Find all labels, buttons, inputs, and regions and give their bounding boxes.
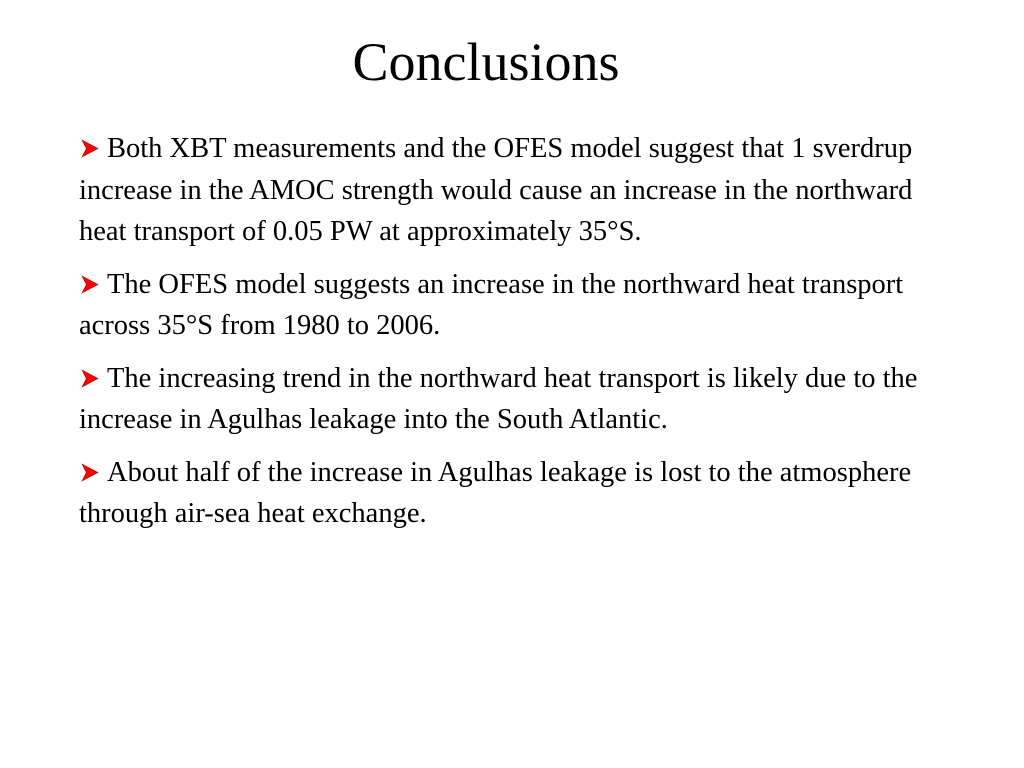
arrow-bullet-icon: [79, 366, 107, 387]
bullet-text: Both XBT measurements and the OFES model suggest that 1 sverdrup increase in the AMOC strength would cause an increase in the northward heat transport of 0.05 PW at approximately 35°S.: [79, 133, 913, 247]
bullet-item: [79, 358, 954, 441]
slide-title: Conclusions: [352, 32, 620, 92]
bullet-item: [79, 452, 954, 535]
bullet-item: [79, 128, 954, 253]
arrow-bullet-icon: [79, 136, 107, 157]
arrow-bullet-icon: [79, 272, 107, 293]
bullet-text: The increasing trend in the northward heat transport is likely due to the increase in Agulhas leakage into the South Atlantic.: [79, 362, 918, 435]
bullet-item: [79, 264, 954, 347]
bullet-text: The OFES model suggests an increase in the northward heat transport across 35°S from 1980 to 2006.: [79, 268, 904, 341]
bullet-text: About half of the increase in Agulhas leakage is lost to the atmosphere through air-sea heat exchange.: [79, 456, 912, 529]
bullet-list: [79, 128, 954, 546]
arrow-bullet-icon: [79, 460, 107, 481]
